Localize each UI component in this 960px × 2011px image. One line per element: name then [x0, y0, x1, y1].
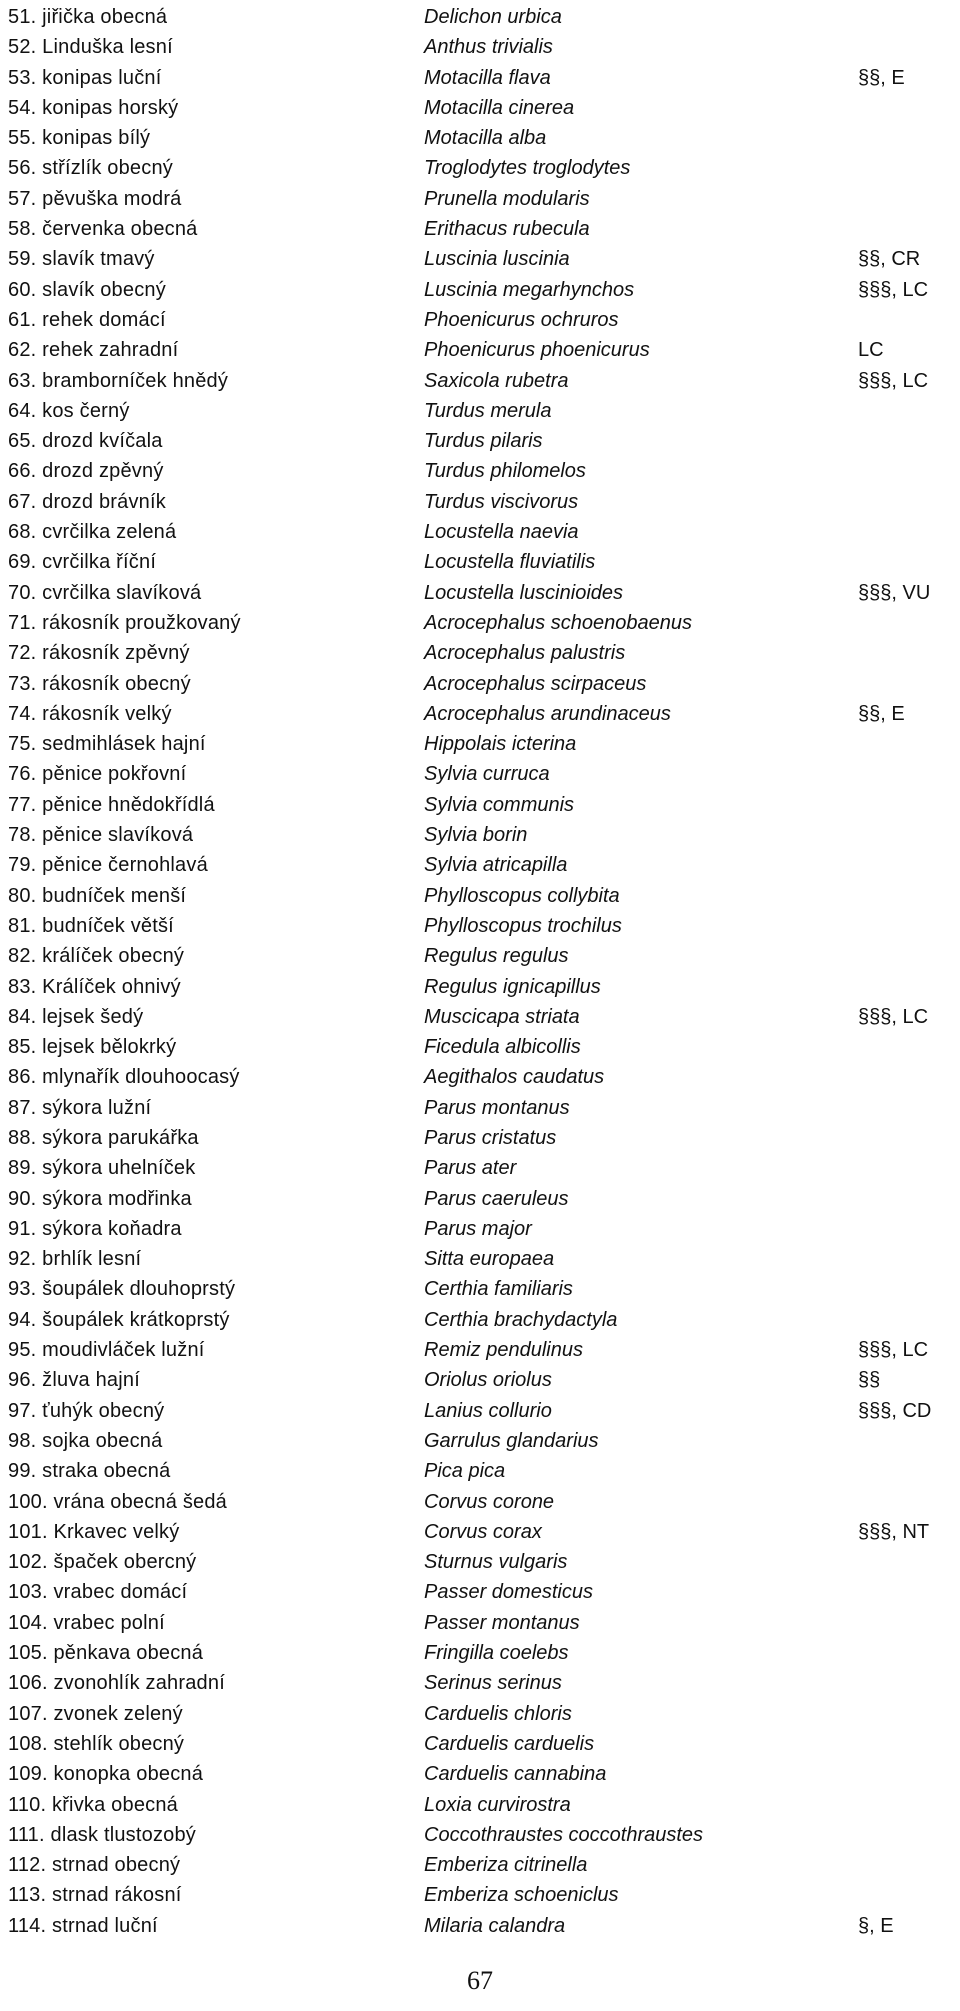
czech-name: 93. šoupálek dlouhoprstý — [8, 1278, 236, 1301]
list-item — [0, 1335, 960, 1365]
latin-name: Luscinia luscinia — [424, 248, 570, 271]
list-item — [0, 1547, 960, 1577]
czech-name: 60. slavík obecný — [8, 278, 166, 301]
latin-name: Serinus serinus — [424, 1672, 562, 1695]
protection-status: §, E — [858, 1914, 894, 1937]
list-item — [0, 93, 960, 123]
list-item — [0, 1062, 960, 1092]
latin-name: Locustella naevia — [424, 521, 579, 544]
latin-name: Acrocephalus scirpaceus — [424, 672, 647, 695]
protection-status: §§§, LC — [858, 278, 929, 301]
list-item — [0, 850, 960, 880]
species-list — [0, 2, 960, 1941]
protection-status: §§§, VU — [858, 581, 931, 604]
list-item — [0, 1517, 960, 1547]
czech-name: 55. konipas bílý — [8, 127, 151, 150]
czech-name: 83. Králíček ohnivý — [8, 975, 181, 998]
czech-name: 69. cvrčilka říční — [8, 551, 157, 574]
czech-name: 62. rehek zahradní — [8, 339, 179, 362]
czech-name: 51. jiřička obecná — [8, 6, 168, 28]
czech-name: 88. sýkora parukářka — [8, 1126, 199, 1149]
latin-name: Turdus viscivorus — [424, 490, 579, 513]
list-item — [0, 1032, 960, 1062]
protection-status: §§, CR — [858, 248, 921, 271]
list-item — [0, 1123, 960, 1153]
latin-name: Garrulus glandarius — [424, 1429, 599, 1452]
latin-name: Emberiza citrinella — [424, 1854, 588, 1877]
latin-name: Coccothraustes coccothraustes — [424, 1823, 704, 1846]
list-item — [0, 608, 960, 638]
czech-name: 107. zvonek zelený — [8, 1702, 183, 1725]
list-item — [0, 1820, 960, 1850]
latin-name: Sylvia borin — [424, 824, 528, 847]
latin-name: Locustella fluviatilis — [424, 551, 596, 574]
latin-name: Anthus trivialis — [424, 36, 553, 59]
czech-name: 97. ťuhýk obecný — [8, 1399, 165, 1422]
protection-status: §§§, CD — [858, 1399, 932, 1422]
list-item — [0, 1911, 960, 1941]
czech-name: 53. konipas luční — [8, 66, 162, 89]
list-item — [0, 396, 960, 426]
list-item — [0, 1699, 960, 1729]
czech-name: 105. pěnkava obecná — [8, 1642, 204, 1665]
list-item — [0, 972, 960, 1002]
protection-status: §§§, LC — [858, 1339, 929, 1362]
latin-name: Parus montanus — [424, 1096, 570, 1119]
czech-name: 78. pěnice slavíková — [8, 824, 194, 847]
list-item — [0, 32, 960, 62]
latin-name: Regulus regulus — [424, 945, 569, 968]
latin-name: Aegithalos caudatus — [424, 1066, 605, 1089]
czech-name: 108. stehlík obecný — [8, 1732, 185, 1755]
list-item — [0, 1668, 960, 1698]
latin-name: Sylvia atricapilla — [424, 854, 568, 877]
list-item — [0, 547, 960, 577]
latin-name: Corvus corax — [424, 1520, 542, 1543]
czech-name: 67. drozd brávník — [8, 490, 166, 513]
czech-name: 66. drozd zpěvný — [8, 460, 164, 483]
latin-name: Ficedula albicollis — [424, 1036, 581, 1059]
czech-name: 91. sýkora koňadra — [8, 1217, 182, 1240]
list-item — [0, 1880, 960, 1910]
czech-name: 99. straka obecná — [8, 1460, 171, 1483]
czech-name: 61. rehek domácí — [8, 308, 166, 331]
latin-name: Parus major — [424, 1217, 532, 1240]
latin-name: Phylloscopus trochilus — [424, 914, 622, 937]
latin-name: Regulus ignicapillus — [424, 975, 601, 998]
latin-name: Turdus merula — [424, 399, 552, 422]
list-item — [0, 153, 960, 183]
list-item — [0, 941, 960, 971]
list-item — [0, 1093, 960, 1123]
latin-name: Carduelis carduelis — [424, 1732, 595, 1755]
latin-name: Fringilla coelebs — [424, 1642, 569, 1665]
list-item — [0, 1608, 960, 1638]
czech-name: 74. rákosník velký — [8, 702, 172, 725]
list-item — [0, 911, 960, 941]
czech-name: 103. vrabec domácí — [8, 1581, 188, 1604]
list-item — [0, 578, 960, 608]
list-item — [0, 1759, 960, 1789]
list-item — [0, 638, 960, 668]
czech-name: 101. Krkavec velký — [8, 1520, 180, 1543]
latin-name: Locustella luscinioides — [424, 581, 624, 604]
list-item — [0, 790, 960, 820]
czech-name: 96. žluva hajní — [8, 1369, 140, 1392]
czech-name: 56. střízlík obecný — [8, 157, 173, 180]
list-item — [0, 456, 960, 486]
czech-name: 73. rákosník obecný — [8, 672, 191, 695]
protection-status: §§§, LC — [858, 369, 929, 392]
list-item — [0, 305, 960, 335]
czech-name: 63. bramborníček hnědý — [8, 369, 229, 392]
list-item — [0, 1396, 960, 1426]
czech-name: 54. konipas horský — [8, 96, 179, 119]
czech-name: 89. sýkora uhelníček — [8, 1157, 196, 1180]
list-item — [0, 881, 960, 911]
czech-name: 98. sojka obecná — [8, 1429, 163, 1452]
czech-name: 80. budníček menší — [8, 884, 187, 907]
list-item — [0, 820, 960, 850]
list-item — [0, 184, 960, 214]
latin-name: Lanius collurio — [424, 1399, 552, 1422]
latin-name: Carduelis chloris — [424, 1702, 572, 1725]
list-item — [0, 759, 960, 789]
latin-name: Sitta europaea — [424, 1248, 555, 1271]
czech-name: 110. křivka obecná — [8, 1793, 178, 1816]
list-item — [0, 366, 960, 396]
list-item — [0, 1577, 960, 1607]
latin-name: Corvus corone — [424, 1490, 555, 1513]
latin-name: Emberiza schoeniclus — [424, 1884, 619, 1907]
latin-name: Certhia brachydactyla — [424, 1308, 618, 1331]
czech-name: 85. lejsek bělokrký — [8, 1036, 177, 1059]
list-item — [0, 1456, 960, 1486]
latin-name: Turdus pilaris — [424, 430, 543, 453]
list-item — [0, 1790, 960, 1820]
list-item — [0, 729, 960, 759]
czech-name: 64. kos černý — [8, 399, 130, 422]
latin-name: Phylloscopus collybita — [424, 884, 620, 907]
list-item — [0, 1184, 960, 1214]
czech-name: 57. pěvuška modrá — [8, 187, 182, 210]
czech-name: 114. strnad luční — [8, 1914, 158, 1937]
latin-name: Acrocephalus palustris — [424, 642, 626, 665]
latin-name: Pica pica — [424, 1460, 506, 1483]
latin-name: Parus caeruleus — [424, 1187, 569, 1210]
latin-name: Sturnus vulgaris — [424, 1551, 568, 1574]
latin-name: Acrocephalus arundinaceus — [424, 702, 671, 725]
czech-name: 71. rákosník proužkovaný — [8, 611, 241, 634]
czech-name: 95. moudivláček lužní — [8, 1339, 205, 1362]
page-number: 67 — [467, 1966, 493, 1995]
czech-name: 77. pěnice hnědokřídlá — [8, 793, 215, 816]
list-item — [0, 1244, 960, 1274]
czech-name: 113. strnad rákosní — [8, 1884, 182, 1907]
latin-name: Prunella modularis — [424, 187, 590, 210]
czech-name: 86. mlynařík dlouhoocasý — [8, 1066, 240, 1089]
latin-name: Muscicapa striata — [424, 1005, 580, 1028]
latin-name: Hippolais icterina — [424, 733, 577, 756]
latin-name: Saxicola rubetra — [424, 369, 569, 392]
latin-name: Oriolus oriolus — [424, 1369, 552, 1392]
protection-status: §§§, LC — [858, 1005, 929, 1028]
list-item — [0, 669, 960, 699]
list-item — [0, 214, 960, 244]
czech-name: 75. sedmihlásek hajní — [8, 733, 206, 756]
list-item — [0, 1365, 960, 1395]
latin-name: Certhia familiaris — [424, 1278, 573, 1301]
latin-name: Motacilla alba — [424, 127, 547, 150]
latin-name: Luscinia megarhynchos — [424, 278, 635, 301]
protection-status: §§, E — [858, 702, 905, 725]
czech-name: 102. špaček obercný — [8, 1551, 197, 1574]
czech-name: 87. sýkora lužní — [8, 1096, 152, 1119]
czech-name: 70. cvrčilka slavíková — [8, 581, 202, 604]
list-item — [0, 1638, 960, 1668]
czech-name: 111. dlask tlustozobý — [8, 1823, 197, 1846]
protection-status: LC — [858, 339, 884, 362]
list-item — [0, 1002, 960, 1032]
list-item — [0, 63, 960, 93]
czech-name: 109. konopka obecná — [8, 1763, 204, 1786]
latin-name: Phoenicurus ochruros — [424, 308, 619, 331]
protection-status: §§ — [858, 1369, 881, 1392]
czech-name: 92. brhlík lesní — [8, 1248, 142, 1271]
czech-name: 59. slavík tmavý — [8, 248, 155, 271]
latin-name: Turdus philomelos — [424, 460, 586, 483]
czech-name: 112. strnad obecný — [8, 1854, 181, 1877]
list-item — [0, 2, 960, 32]
list-item — [0, 1305, 960, 1335]
latin-name: Erithacus rubecula — [424, 218, 590, 241]
protection-status: §§, E — [858, 66, 905, 89]
latin-name: Sylvia curruca — [424, 763, 550, 786]
protection-status: §§§, NT — [858, 1520, 930, 1543]
latin-name: Sylvia communis — [424, 793, 575, 816]
czech-name: 76. pěnice pokřovní — [8, 763, 187, 786]
latin-name: Passer domesticus — [424, 1581, 593, 1604]
list-item — [0, 1729, 960, 1759]
list-item — [0, 1487, 960, 1517]
list-item — [0, 517, 960, 547]
czech-name: 100. vrána obecná šedá — [8, 1490, 228, 1513]
latin-name: Loxia curvirostra — [424, 1793, 571, 1816]
czech-name: 52. Linduška lesní — [8, 36, 173, 59]
list-item — [0, 1274, 960, 1304]
czech-name: 79. pěnice černohlavá — [8, 854, 208, 877]
latin-name: Carduelis cannabina — [424, 1763, 607, 1786]
latin-name: Motacilla flava — [424, 66, 551, 89]
list-item — [0, 1426, 960, 1456]
czech-name: 65. drozd kvíčala — [8, 430, 163, 453]
czech-name: 68. cvrčilka zelená — [8, 521, 177, 544]
list-item — [0, 699, 960, 729]
latin-name: Passer montanus — [424, 1611, 580, 1634]
list-item — [0, 335, 960, 365]
czech-name: 72. rákosník zpěvný — [8, 642, 190, 665]
czech-name: 81. budníček větší — [8, 914, 174, 937]
latin-name: Parus cristatus — [424, 1126, 557, 1149]
czech-name: 104. vrabec polní — [8, 1611, 165, 1634]
czech-name: 58. červenka obecná — [8, 218, 198, 241]
czech-name: 82. králíček obecný — [8, 945, 185, 968]
list-item — [0, 123, 960, 153]
list-item — [0, 244, 960, 274]
list-item — [0, 275, 960, 305]
latin-name: Delichon urbica — [424, 6, 562, 28]
list-item — [0, 487, 960, 517]
czech-name: 94. šoupálek krátkoprstý — [8, 1308, 230, 1331]
latin-name: Troglodytes troglodytes — [424, 157, 631, 180]
latin-name: Parus ater — [424, 1157, 517, 1180]
latin-name: Milaria calandra — [424, 1914, 566, 1937]
latin-name: Remiz pendulinus — [424, 1339, 583, 1362]
list-item — [0, 1153, 960, 1183]
list-item — [0, 1214, 960, 1244]
czech-name: 84. lejsek šedý — [8, 1005, 144, 1028]
latin-name: Acrocephalus schoenobaenus — [424, 611, 692, 634]
list-item — [0, 1850, 960, 1880]
czech-name: 106. zvonohlík zahradní — [8, 1672, 225, 1695]
latin-name: Phoenicurus phoenicurus — [424, 339, 650, 362]
latin-name: Motacilla cinerea — [424, 96, 575, 119]
list-item — [0, 426, 960, 456]
czech-name: 90. sýkora modřinka — [8, 1187, 192, 1210]
